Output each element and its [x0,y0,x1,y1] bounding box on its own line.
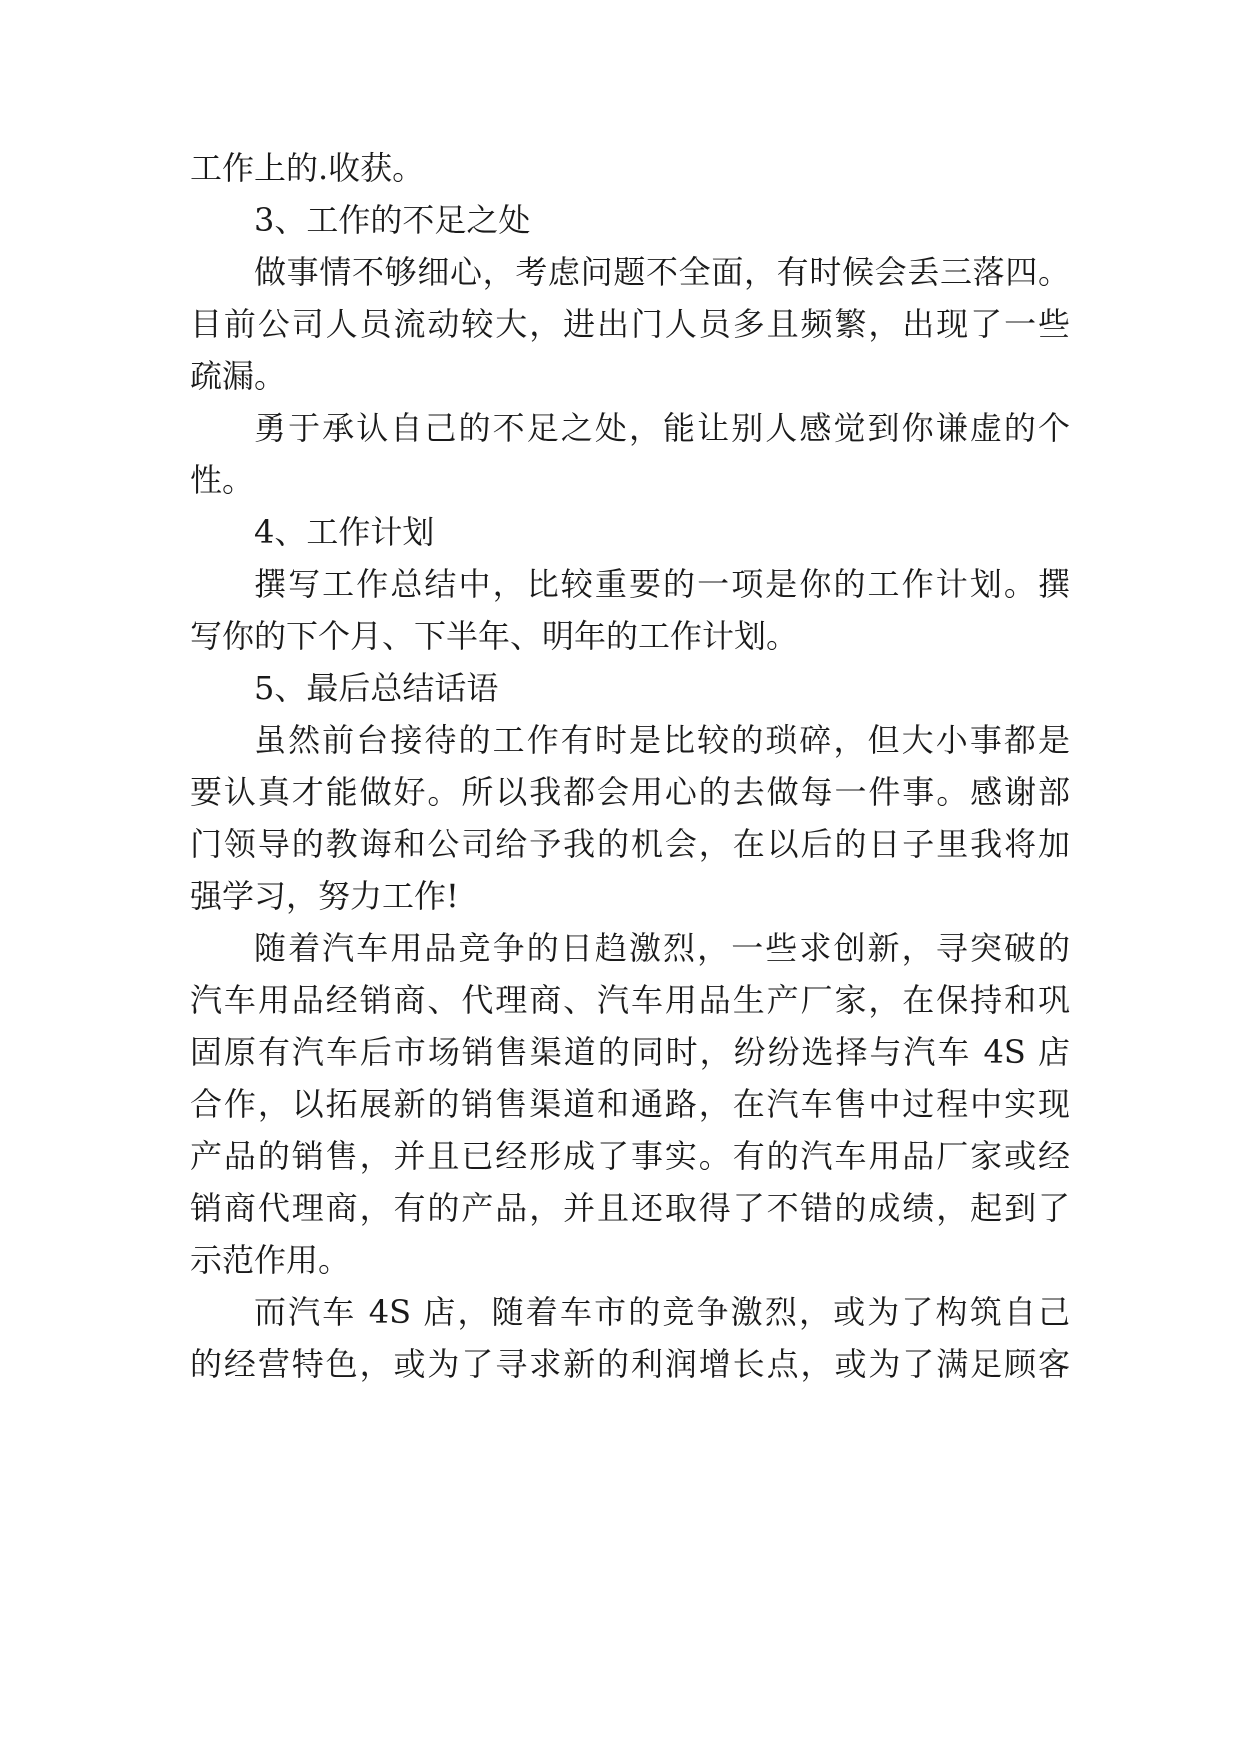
text-line: 门领导的教诲和公司给予我的机会，在以后的日子里我将加 [190,825,1070,863]
text-line: 合作，以拓展新的销售渠道和通路，在汽车售中过程中实现 [190,1085,1070,1123]
text-line: 而汽车 4S 店，随着车市的竞争激烈，或为了构筑自己 [254,1293,1070,1331]
text-line: 产品的销售，并且已经形成了事实。有的汽车用品厂家或经 [190,1137,1070,1175]
section-heading: 5、最后总结话语 [254,669,499,707]
text-line: 示范作用。 [190,1241,351,1279]
text-line: 要认真才能做好。所以我都会用心的去做每一件事。感谢部 [190,773,1070,811]
text-line: 目前公司人员流动较大，进出门人员多且频繁，出现了一些 [190,305,1070,343]
text-line: 强学习，努力工作! [190,877,459,915]
text-line: 写你的下个月、下半年、明年的工作计划。 [190,617,799,655]
text-line: 疏漏。 [190,357,287,395]
text-line: 工作上的.收获。 [190,149,425,187]
text-line: 做事情不够细心，考虑问题不全面，有时候会丢三落四。 [254,253,1070,291]
text-line: 撰写工作总结中，比较重要的一项是你的工作计划。撰 [254,565,1070,603]
text-line: 销商代理商，有的产品，并且还取得了不错的成绩，起到了 [190,1189,1070,1227]
text-line: 随着汽车用品竞争的日趋激烈，一些求创新，寻突破的 [254,929,1070,967]
section-heading: 4、工作计划 [254,513,435,551]
text-line: 固原有汽车后市场销售渠道的同时，纷纷选择与汽车 4S 店 [190,1033,1070,1071]
text-line: 性。 [190,461,255,499]
text-line: 勇于承认自己的不足之处，能让别人感觉到你谦虚的个 [254,409,1070,447]
text-line: 汽车用品经销商、代理商、汽车用品生产厂家，在保持和巩 [190,981,1070,1019]
text-line: 的经营特色，或为了寻求新的利润增长点，或为了满足顾客 [190,1345,1070,1383]
text-line: 虽然前台接待的工作有时是比较的琐碎，但大小事都是 [254,721,1070,759]
section-heading: 3、工作的不足之处 [254,201,531,239]
